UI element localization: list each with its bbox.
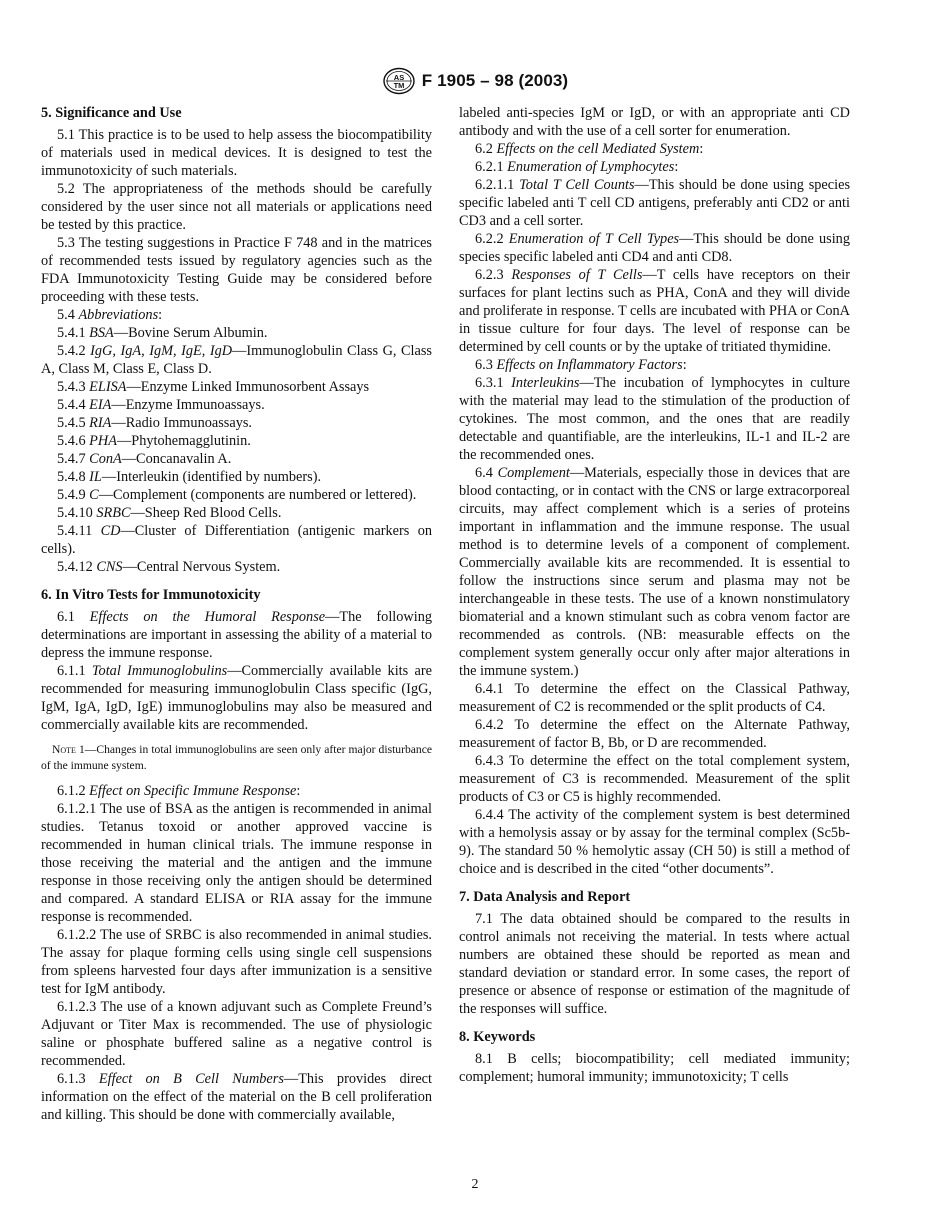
- page-header: [0, 66, 950, 96]
- para-6-1-1: 6.1.1 Total Immunoglobulins—Commercially available kits are recommended for measuring immunoglobulin Class specific (IgG, IgM, IgA, IgD, IgE) immunoglobulins may also be measured and commercially available kits are recommended.: [41, 663, 432, 733]
- section-7-heading: 7. Data Analysis and Report: [459, 889, 631, 905]
- left-column: [41, 104, 432, 1124]
- para-6-2: 6.2 Effects on the cell Mediated System:: [475, 141, 704, 157]
- para-6-1-2-1: 6.1.2.1 The use of BSA as the antigen is recommended in animal studies. Tetanus toxoid or another approved vaccine is recommended in human clinical trials. The immune response in those receiving the material and the antigen and the immune response in those receiving only the antigen should be determined and compared. A standard ELISA or RIA assay for the immune response is recommended.: [41, 801, 432, 925]
- para-6-2-2: 6.2.2 Enumeration of T Cell Types—This should be done using species specific labeled anti CD4 and anti CD8.: [459, 231, 850, 265]
- abbr-item: 5.4.8 IL—Interleukin (identified by numbers).: [57, 469, 322, 485]
- para-6-1-2: 6.1.2 Effect on Specific Immune Response:: [57, 783, 301, 799]
- abbr-item: 5.4.12 CNS—Central Nervous System.: [57, 559, 281, 575]
- abbr-item: 5.4.11 CD—Cluster of Differentiation (antigenic markers on cells).: [41, 523, 432, 557]
- para-5-1: 5.1 This practice is to be used to help assess the biocompatibility of materials used in medical devices. It is designed to test the immunotoxicity of such materials.: [41, 127, 432, 179]
- para-5-3: 5.3 The testing suggestions in Practice F 748 and in the matrices of recommended tests issued by regulatory agencies such as the FDA Immunotoxicity Testing Guide may be considered before proceeding with these tests.: [41, 235, 432, 305]
- svg-text:AS: AS: [393, 73, 405, 82]
- para-6-4: 6.4 Complement—Materials, especially those in devices that are blood contacting, or in contact with the CNS or large extracorporeal circuits, may affect complement which is a series of proteins important in inflammation and the immune response. The usual method is to determine levels of a component of complement. Commercially available kits are recommended. It is essential to follow the instructions since serum and plasma may not be interchangeable in these tests. The use of a known nonstimulatory biomaterial and a known stimulant such as cobra venom factor are recommended as controls. (NB: measurable effects on the complement system generally occur only after major alterations in the immune system.): [459, 465, 850, 679]
- abbr-item: 5.4.7 ConA—Concanavalin A.: [57, 451, 232, 467]
- svg-text:TM: TM: [393, 81, 405, 90]
- abbr-item: 5.4.6 PHA—Phytohemagglutinin.: [57, 433, 251, 449]
- abbr-item: 5.4.3 ELISA—Enzyme Linked Immunosorbent Assays: [57, 379, 370, 395]
- astm-logo-icon: [382, 67, 416, 95]
- para-6-1-3: 6.1.3 Effect on B Cell Numbers—This provides direct information on the effect of the material on the B cell proliferation and killing. This should be done with commercially available,: [41, 1071, 432, 1123]
- section-6-heading: 6. In Vitro Tests for Immunotoxicity: [41, 587, 261, 603]
- para-6-2-3: 6.2.3 Responses of T Cells—T cells have receptors on their surfaces for plant lectins such as PHA, ConA and they will divide and proliferate in response. T cells are incubated with PHA or ConA in tissue culture for four days. The level of response can be determined by cell counts or by the uptake of tritiated thymidine.: [459, 267, 851, 355]
- para-6-1-3-continued: labeled anti-species IgM or IgD, or with an appropriate anti CD antibody and with the use of a cell sorter for enumeration.: [459, 105, 850, 139]
- para-6-1: 6.1 Effects on the Humoral Response—The following determinations are important in assessing the ability of a material to depress the immune response.: [41, 609, 433, 661]
- note-1: Note 1—Changes in total immunoglobulins are seen only after major disturbance of the immune system.: [41, 743, 432, 772]
- abbr-item: 5.4.5 RIA—Radio Immunoassays.: [57, 415, 252, 431]
- abbr-item: 5.4.1 BSA—Bovine Serum Albumin.: [57, 325, 268, 341]
- para-6-4-2: 6.4.2 To determine the effect on the Alternate Pathway, measurement of factor B, Bb, or D are recommended.: [459, 717, 850, 751]
- para-6-2-1-1: 6.2.1.1 Total T Cell Counts—This should be done using species specific labeled anti T cell CD antigens, preferably anti CD2 or anti CD3 and a cell sorter.: [459, 177, 851, 229]
- para-5-2: 5.2 The appropriateness of the methods should be carefully considered by the user since not all materials or applications need be tested by this practice.: [41, 181, 432, 233]
- abbr-item: 5.4.2 IgG, IgA, IgM, IgE, IgD—Immunoglobulin Class G, Class A, Class M, Class E, Class D.: [41, 343, 432, 377]
- para-6-1-2-3: 6.1.2.3 The use of a known adjuvant such as Complete Freund’s Adjuvant or Titer Max is recommended. The use of physiologic saline or phosphate buffered saline as a negative control is recommended.: [41, 999, 432, 1069]
- para-6-4-4: 6.4.4 The activity of the complement system is best determined with a hemolysis assay or by assay for the terminal complex (Sc5b-9). The standard 50 % hemolytic assay (CH 50) is still a method of choice and is described in the cited “other documents”.: [459, 807, 850, 877]
- abbr-item: 5.4.10 SRBC—Sheep Red Blood Cells.: [57, 505, 282, 521]
- para-6-2-1: 6.2.1 Enumeration of Lymphocytes:: [475, 159, 679, 175]
- para-6-1-2-2: 6.1.2.2 The use of SRBC is also recommended in animal studies. The assay for plaque forming cells using single cell suspensions from spleens harvested four days after immunization is a sensitive test for IgM antibody.: [41, 927, 432, 997]
- page-number: 2: [471, 1177, 479, 1192]
- para-8-1: 8.1 B cells; biocompatibility; cell mediated immunity; complement; humoral immunity; immunotoxicity; T cells: [459, 1051, 850, 1085]
- abbr-item: 5.4.4 EIA—Enzyme Immunoassays.: [57, 397, 265, 413]
- section-8-heading: 8. Keywords: [459, 1029, 536, 1045]
- para-6-3-1: 6.3.1 Interleukins—The incubation of lymphocytes in culture with the material may lead to the stimulation of the production of cytokines. The most common, and the ones that are readily detectable and quantifiable, are the interleukins, IL-1 and IL-2 are the recommended ones.: [459, 375, 850, 463]
- right-column: [459, 104, 850, 1086]
- para-7-1: 7.1 The data obtained should be compared to the results in control animals not receiving the material. In tests where actual numbers are obtained these should be reported as mean and standard deviation or standard error. In some cases, the report of presence or absence of response or estimation of the magnitude of the responses will suffice.: [459, 911, 850, 1017]
- para-5-4: 5.4 Abbreviations:: [57, 307, 163, 323]
- para-6-3: 6.3 Effects on Inflammatory Factors:: [475, 357, 687, 373]
- para-6-4-1: 6.4.1 To determine the effect on the Classical Pathway, measurement of C2 is recommended or the split products of C4.: [459, 681, 850, 715]
- abbr-item: 5.4.9 C—Complement (components are numbered or lettered).: [57, 487, 417, 503]
- section-5-heading: 5. Significance and Use: [41, 105, 182, 121]
- para-6-4-3: 6.4.3 To determine the effect on the total complement system, measurement of C3 is recommended. Measurement of the split products of C3 or C5 is highly recommended.: [459, 753, 850, 805]
- document-designation: F 1905 – 98 (2003): [421, 71, 569, 90]
